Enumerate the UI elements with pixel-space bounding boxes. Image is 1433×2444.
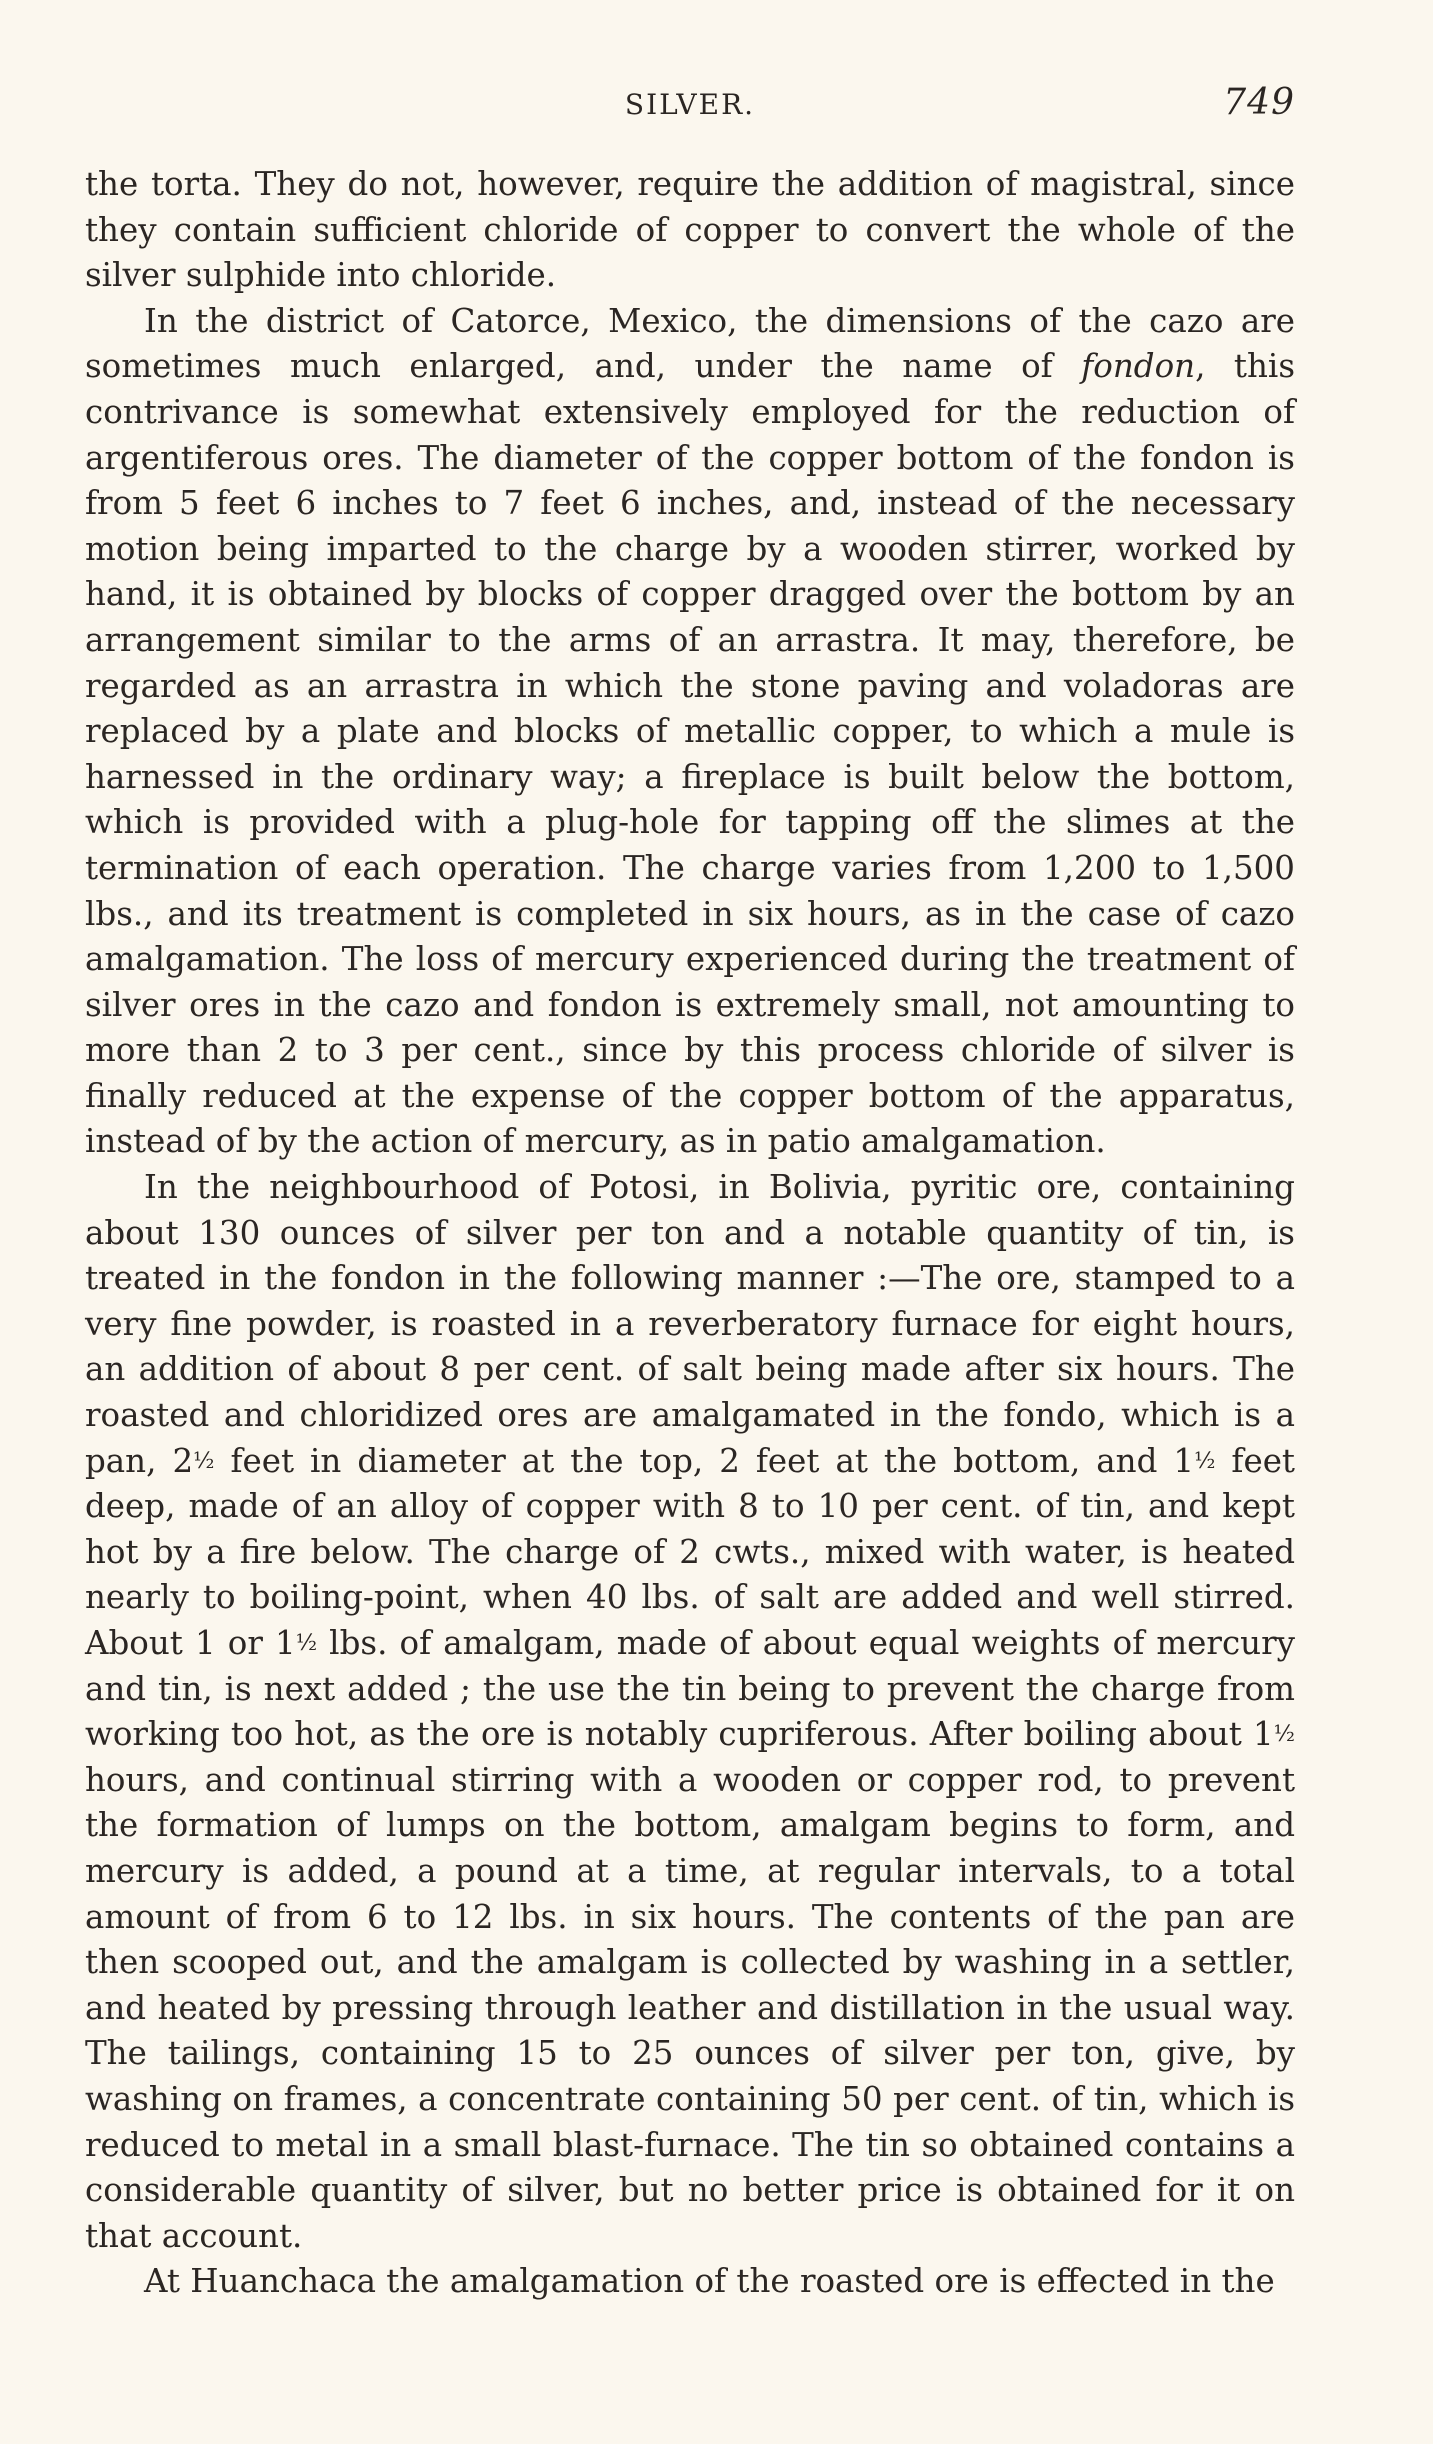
page-header <box>85 82 1295 138</box>
fraction-half: ½ <box>193 1448 215 1474</box>
paragraph-3-segment: lbs. of amalgam, made of about equal weights of mercury and tin, is next added ; the use the tin being to prevent the charge from working too hot, as the ore is notably cupriferous. After boiling about 1 <box>85 1624 1295 1754</box>
paragraph-2-text-before: In the district of Catorce, Mexico, the dimensions of the cazo are sometimes much enlarged, and, under the name of <box>85 301 1295 386</box>
fraction-half: ½ <box>1194 1448 1216 1474</box>
paragraph-3-segment: feet deep, made of an alloy of copper with 8 to 10 per cent. of tin, and kept hot by a fire below. The charge of 2 cwts., mixed with water, is heated nearly to boiling-point, when 40 lbs. of salt are added and well stirred. About 1 or 1 <box>85 1441 1295 1662</box>
running-head: SILVER. <box>624 88 756 121</box>
paragraph-4: At Huanchaca the amalgamation of the roasted ore is effected in the <box>144 2262 1275 2301</box>
paragraph-3-segment: hours, and continual stirring with a wooden or copper rod, to prevent the formation of lumps on the bottom, amalgam begins to form, and mercury is added, a pound at a time, at regular intervals, to a total amount of from 6 to 12 lbs. in six hours. The contents of the pan are then scooped out, and the amalgam is collected by washing in a settler, and heated by pressing through leather and distillation in the usual way. The tailings, containing 15 to 25 ounces of silver per ton, give, by washing on frames, a concentrate containing 50 per cent. of tin, which is reduced to metal in a small blast-furnace. The tin so obtained contains a considerable quantity of silver, but no better price is obtained for it on that account. <box>85 1760 1295 2255</box>
page-number: 749 <box>1223 82 1295 123</box>
paragraph-1: the torta. They do not, however, require the addition of magistral, since they contain sufficient chloride of copper to convert the whole of the silver sulphide into chloride. <box>85 165 1295 295</box>
paragraph-3-segment: In the neighbourhood of Potosi, in Bolivia, pyritic ore, containing about 130 ounces of silver per ton and a notable quantity of tin, is treated in the fondon in the following manner :—The ore, stamped to a very fine powder, is roasted in a reverberatory furnace for eight hours, an addition of about 8 per cent. of salt being made after six hours. The roasted and chloridized ores are amalgamated in the fondo, which is a pan, 2 <box>85 1168 1295 1480</box>
paragraph-3-segment: feet in diameter at the top, 2 feet at the bottom, and 1 <box>214 1441 1195 1480</box>
paragraph-3 <box>85 1165 1295 2259</box>
paragraph-2-text-after: , this contrivance is somewhat extensively employed for the reduction of argentiferous ores. The diameter of the copper bottom of the fondon is from 5 feet 6 inches to 7 feet 6 inches, and, instead of the necessary motion being imparted to the charge by a wooden stirrer, worked by hand, it is obtained by blocks of copper dragged over the bottom by an arrangement similar to the arms of an arrastra. It may, therefore, be regarded as an arrastra in which the stone paving and voladoras are replaced by a plate and blocks of metallic copper, to which a mule is harnessed in the ordinary way; a fireplace is built below the bottom, which is provided with a plug-hole for tapping off the slimes at the termination of each operation. The charge varies from 1,200 to 1,500 lbs., and its treatment is completed in six hours, as in the case of cazo amalgamation. The loss of mercury experienced during the treatment of silver ores in the cazo and fondon is extremely small, not amounting to more than 2 to 3 per cent., since by this process chloride of silver is finally reduced at the expense of the copper bottom of the apparatus, instead of by the action of mercury, as in patio amalgamation. <box>85 347 1295 1161</box>
paragraph-2 <box>85 299 1295 1165</box>
body-text <box>85 162 1295 2305</box>
fraction-half: ½ <box>295 1631 318 1656</box>
fraction-half: ½ <box>1273 1722 1295 1748</box>
term-fondon: fondon <box>1081 347 1196 386</box>
